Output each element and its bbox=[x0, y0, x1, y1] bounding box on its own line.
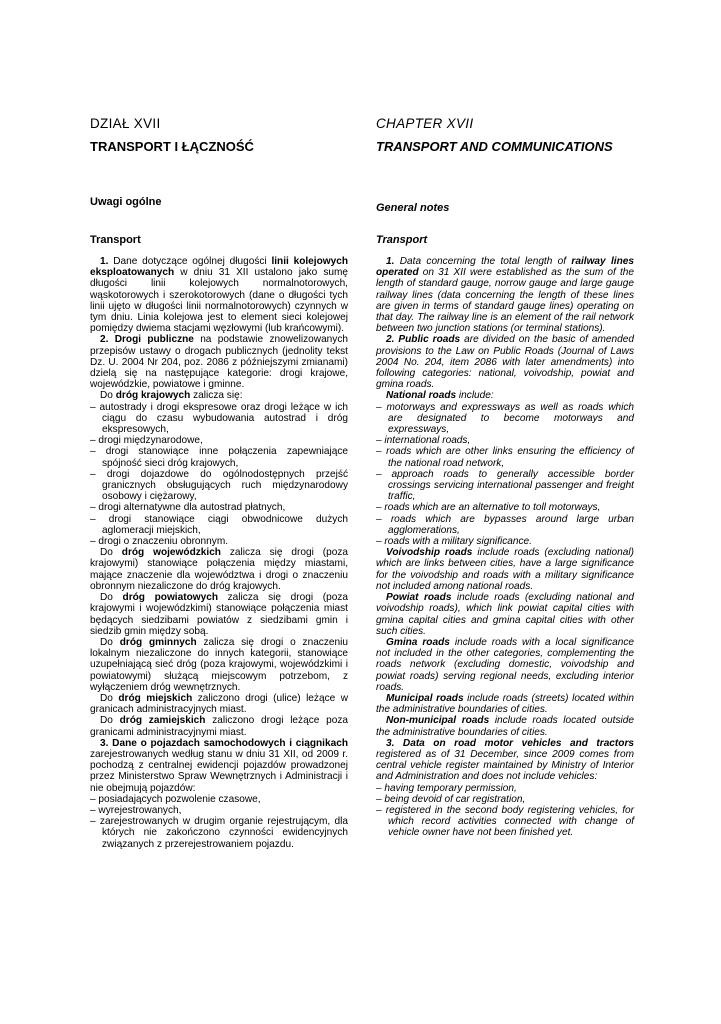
paragraph-powiat-roads bbox=[376, 592, 634, 637]
text-run: zarejestrowanych według stanu w dniu 31 XII, od 2009 r. pochodzą z centralnej ewidencji pojazdów prowadzonej przez Ministerstwo Spraw Wewnętrznych i Administracji i nie obejmują pojazdów: bbox=[90, 748, 348, 794]
paragraph-public-roads bbox=[376, 334, 634, 390]
term-voivodship-roads: Voivodship roads bbox=[386, 547, 473, 559]
text-run: w dniu 31 XII ustalono jako sumę długości linii kolejowych normalnotorowych, wąskotorowych i szerokotorowych (dane o długości tych linii ujęto w długości linii normalnotorowych) czynnych w tym dniu. Linia kolejowa jest to element sieci kolejowej pomiędzy dwiema stacjami węzłowymi (lub krańcowymi). bbox=[90, 267, 348, 335]
list-item: – wyrejestrowanych, bbox=[90, 804, 182, 816]
list-item: – drogi alternatywne dla autostrad płatnych, bbox=[90, 502, 286, 514]
list-item: – international roads, bbox=[376, 435, 471, 447]
transport-heading-en: Transport bbox=[376, 234, 428, 246]
term-gmina-roads: Gmina roads bbox=[386, 636, 450, 648]
paragraph-municipal-roads bbox=[90, 693, 348, 715]
text-run: Do bbox=[100, 390, 116, 402]
list-item: – drogi stanowiące inne połączenia zapewniające spójność sieci dróg krajowych, bbox=[90, 446, 348, 469]
text-run: include roads located outside the administrative boundaries of cities. bbox=[376, 715, 634, 738]
term-powiat-roads: Powiat roads bbox=[386, 592, 452, 604]
text-run: zalicza się drogi o znaczeniu lokalnym niezaliczone do innych kategorii, stanowiące uzupełniającą sieć dróg (poza krajowymi, wojewódzkimi i powiatowymi) służącą miejscowym potrzebom, z wyłączeniem dróg wewnętrznych. bbox=[90, 636, 348, 693]
list-item: – autostrady i drogi ekspresowe oraz drogi leżące w ich ciągu do czasu wybudowania autostrad i dróg ekspresowych, bbox=[90, 401, 348, 436]
paragraph-number: 2. bbox=[100, 334, 109, 346]
list-item: – posiadających pozwolenie czasowe, bbox=[90, 793, 261, 805]
text-run: Do bbox=[100, 636, 120, 648]
text-run: zalicza się: bbox=[190, 390, 243, 402]
list-item: – being devoid of car registration, bbox=[376, 793, 526, 805]
text-run: Do bbox=[100, 692, 119, 704]
list-item: – motorways and expressways as well as roads which are designated to become motorways and expressways, bbox=[376, 401, 634, 436]
term-railway-lines: linii kolejowych eksploatowanych bbox=[90, 256, 349, 279]
list-item: – approach roads to generally accessible border crossings servicing international passenger and freight traffic, bbox=[376, 468, 634, 503]
text-run: include roads (excluding national) which are links between cities, have a large significance for the voivodship and roads with a military significance not included among national roads. bbox=[376, 547, 634, 592]
text-run: na podstawie znowelizowanych przepisów ustawy o drogach publicznych (jednolity tekst Dz. U. 2004 Nr 204, poz. 2086 z późniejszymi zmianami) dzielą się na następujące kategorie: drogi krajowe, wojewódzkie, powiatowe i gminne. bbox=[90, 334, 348, 391]
term-municipal-roads: Municipal roads bbox=[386, 692, 464, 704]
list-item: – roads which are bypasses around large urban agglomerations, bbox=[376, 513, 634, 536]
term-public-roads: Public roads bbox=[394, 334, 461, 346]
paragraph-powiat-roads bbox=[90, 592, 348, 637]
term-national-roads: dróg krajowych bbox=[115, 390, 191, 402]
list-item: – roads which are an alternative to toll motorways, bbox=[376, 502, 601, 514]
term-railway-lines: railway lines operated bbox=[376, 256, 634, 279]
paragraph-vehicles bbox=[90, 738, 348, 794]
paragraph-gmina-roads bbox=[376, 637, 634, 693]
chapter-title-pl: TRANSPORT I ŁĄCZNOŚĆ bbox=[90, 139, 254, 154]
term-municipal-roads: dróg miejskich bbox=[118, 692, 193, 704]
paragraph-number: 1. bbox=[100, 256, 109, 267]
text-run: are divided on the basic of amended provisions to the Law on Public Roads (Journal of Laws 2004 No. 204, item 2086 with later amendments) into following categories: national, voivodship, powiat and gmina roads. bbox=[376, 334, 634, 391]
body-text-en bbox=[376, 256, 634, 839]
term-vehicles: 3. Dane o pojazdach samochodowych i ciągnikach bbox=[100, 737, 348, 749]
paragraph-municipal-roads bbox=[376, 693, 634, 715]
text-run: on 31 XII were established as the sum of the length of standard gauge, norrow gauge and large gauge railway lines (data concerning the length of these lines are given in terms of standard gauge lines) operating on that day. The railway line is an element of the rail network between two junction stations (or terminal stations). bbox=[376, 267, 634, 335]
list-item: – having temporary permission, bbox=[376, 782, 517, 794]
transport-heading-pl: Transport bbox=[90, 234, 141, 246]
paragraph-public-roads bbox=[90, 334, 348, 390]
chapter-heading-en: CHAPTER XVII bbox=[376, 116, 474, 131]
list-item: – drogi o znaczeniu obronnym. bbox=[90, 536, 229, 548]
text-run: zaliczono drogi (ulice) leżące w granicach administracyjnych miast. bbox=[90, 692, 348, 716]
text-run: include roads (streets) located within the administrative boundaries of cities. bbox=[376, 692, 634, 716]
paragraph-railway-lines bbox=[90, 256, 348, 334]
text-run: zalicza się drogi (poza krajowymi) stanowiące połączenia między miastami, mające znaczenie dla województwa i drogi o znaczeniu obronnym niezaliczone do dróg krajowych. bbox=[90, 547, 348, 592]
polish-column bbox=[90, 116, 349, 850]
text-run: zalicza się drogi (poza krajowymi i wojewódzkimi) stanowiące połączenia miast będących siedzibami powiatów z siedzibami gmin i siedzib gmin między sobą. bbox=[90, 592, 348, 637]
paragraph-national-roads bbox=[90, 390, 348, 401]
paragraph-national-roads bbox=[376, 390, 634, 401]
text-run: zaliczono drogi leżące poza granicami administracyjnymi miast. bbox=[90, 715, 348, 738]
general-notes-heading-pl: Uwagi ogólne bbox=[90, 196, 162, 208]
term-gmina-roads: dróg gminnych bbox=[119, 636, 197, 648]
term-non-municipal-roads: Non-municipal roads bbox=[386, 715, 490, 727]
chapter-title-en: TRANSPORT AND COMMUNICATIONS bbox=[376, 139, 613, 154]
english-column bbox=[376, 116, 634, 839]
text-run: include roads (excluding national and voivodship roads), which link powiat capital cities with gmina capital cities and gmina capital cities with other such cities. bbox=[376, 592, 634, 637]
text-run: include: bbox=[456, 390, 494, 402]
paragraph-number: 2. bbox=[386, 334, 395, 346]
general-notes-heading-en: General notes bbox=[376, 202, 450, 214]
term-powiat-roads: dróg powiatowych bbox=[122, 592, 218, 604]
paragraph-vehicles bbox=[376, 738, 634, 783]
chapter-heading-pl: DZIAŁ XVII bbox=[90, 116, 161, 131]
term-voivodship-roads: dróg wojewódzkich bbox=[121, 547, 221, 559]
term-non-municipal-roads: dróg zamiejskich bbox=[119, 715, 206, 727]
paragraph-voivodship-roads bbox=[90, 547, 348, 592]
list-item: – drogi dojazdowe do ogólnodostępnych przejść granicznych obsługujących ruch międzynarodowy osobowy i ciężarowy, bbox=[90, 468, 348, 503]
text-run: Dane dotyczące ogólnej długości bbox=[108, 256, 272, 267]
list-item: – registered in the second body registering vehicles, for which record activities connected with change of vehicle owner have not been finished yet. bbox=[376, 804, 634, 839]
paragraph-non-municipal-roads bbox=[376, 715, 634, 737]
body-text-pl bbox=[90, 256, 348, 850]
text-run: Do bbox=[100, 592, 123, 604]
text-run: registered as of 31 December, since 2009 comes from central vehicle register maintained by Ministry of Interior and Administration and does not include vehicles: bbox=[376, 748, 634, 783]
list-item: – drogi międzynarodowe, bbox=[90, 435, 203, 447]
text-run: include roads with a local significance not included in the other categories, complementing the roads network (excluding domestic, voivodship and powiat roads) serving regional needs, excluding interior roads. bbox=[376, 636, 634, 693]
term-public-roads: Drogi publiczne bbox=[108, 334, 194, 346]
term-national-roads: National roads bbox=[386, 390, 457, 402]
paragraph-gmina-roads bbox=[90, 637, 348, 693]
list-item: – roads with a military significance. bbox=[376, 536, 532, 548]
text-run: Do bbox=[100, 715, 120, 727]
paragraph-non-municipal-roads bbox=[90, 715, 348, 737]
list-item: – roads which are other links ensuring the efficiency of the national road network, bbox=[376, 446, 634, 469]
text-run: Do bbox=[100, 547, 122, 559]
paragraph-number: 1. bbox=[386, 256, 395, 267]
paragraph-voivodship-roads bbox=[376, 547, 634, 592]
text-run: Data concerning the total length of bbox=[394, 256, 572, 267]
term-vehicles: 3. Data on road motor vehicles and tractors bbox=[386, 737, 634, 749]
list-item: – zarejestrowanych w drugim organie rejestrującym, dla których nie zakończono czynności ewidencyjnych związanych z przerejestrowaniem pojazdu. bbox=[90, 816, 348, 850]
paragraph-railway-lines bbox=[376, 256, 634, 334]
list-item: – drogi stanowiące ciągi obwodnicowe dużych aglomeracji miejskich, bbox=[90, 513, 348, 536]
